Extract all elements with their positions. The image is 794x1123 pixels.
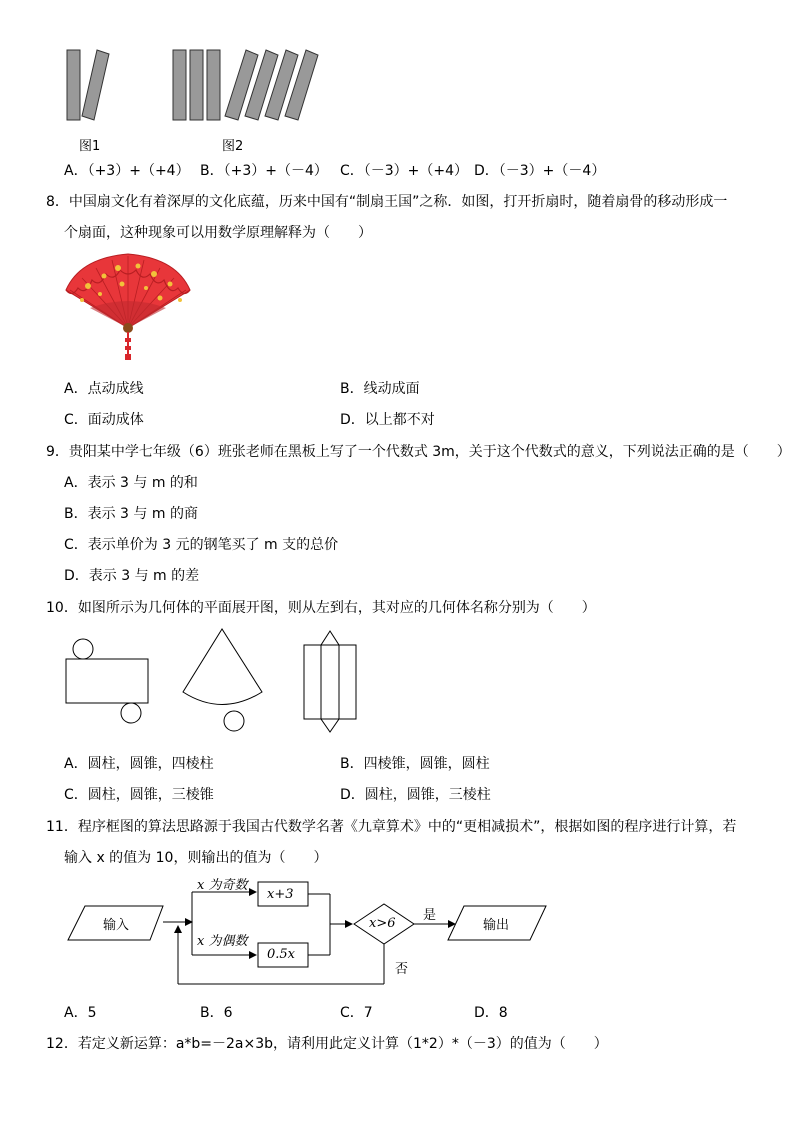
flow-no-label: 否 xyxy=(395,962,409,977)
q7-option-d: D．（－3）+（－4） xyxy=(474,163,606,179)
q10-option-d: D．圆柱，圆锥，三棱柱 xyxy=(340,787,491,803)
folding-fan-image xyxy=(60,250,200,365)
q11-stem-line2: 输入 x 的值为 10，则输出的值为（ ） xyxy=(64,850,328,866)
flow-input-text: 输入 xyxy=(103,918,130,933)
cylinder-top-circle xyxy=(73,639,93,659)
flow-even-label: x 为偶数 xyxy=(197,934,248,949)
stick-vertical xyxy=(190,50,203,120)
q11-option-a: A．5 xyxy=(64,1005,97,1021)
q8-option-a: A．点动成线 xyxy=(64,381,144,397)
q7-sticks-figure xyxy=(0,0,794,160)
cone-base-circle xyxy=(224,711,244,731)
q11-option-b: B．6 xyxy=(200,1005,233,1021)
q9-option-d: D．表示 3 与 m 的差 xyxy=(64,568,200,584)
q8-stem-line2: 个扇面，这种现象可以用数学原理解释为（ ） xyxy=(64,225,372,241)
q11-option-d: D．8 xyxy=(474,1005,508,1021)
q7-option-c: C．（－3）+（+4） xyxy=(340,163,469,179)
q11-stem-line1: 11．程序框图的算法思路源于我国古代数学名著《九章算术》中的“更相减损术”，根据如图的程序进行计算，若 xyxy=(46,819,737,835)
flow-odd-label: x 为奇数 xyxy=(197,878,248,893)
flow-yes-label: 是 xyxy=(423,908,437,923)
unfolded-nets-figure xyxy=(0,625,794,735)
fig1-label: 图1 xyxy=(79,139,101,154)
q11-option-c: C．7 xyxy=(340,1005,373,1021)
q8-option-d: D．以上都不对 xyxy=(340,412,435,428)
cylinder-side-rect xyxy=(66,659,148,703)
stick-vertical xyxy=(67,50,80,120)
stick-vertical xyxy=(207,50,220,120)
q9-option-b: B．表示 3 与 m 的商 xyxy=(64,506,198,522)
q7-option-a: A．（+3）+（+4） xyxy=(64,163,190,179)
cylinder-bottom-circle xyxy=(121,703,141,723)
stick-slanted xyxy=(82,50,109,120)
q10-option-c: C．圆柱，圆锥，三棱锥 xyxy=(64,787,214,803)
fig2-label: 图2 xyxy=(222,139,244,154)
q7-option-b: B．（+3）+（－4） xyxy=(200,163,328,179)
q8-stem-line1: 8．中国扇文化有着深厚的文化底蕴，历来中国有“制扇王国”之称．如图，打开折扇时，随着扇骨的移动形成一 xyxy=(46,194,728,210)
flow-output-text: 输出 xyxy=(483,918,510,933)
prism-top-triangle xyxy=(321,631,339,645)
prism-bottom-triangle xyxy=(321,719,339,732)
q8-option-b: B．线动成面 xyxy=(340,381,420,397)
q9-stem: 9．贵阳某中学七年级（6）班张老师在黑板上写了一个代数式 3m，关于这个代数式的意义，下列说法正确的是（ ） xyxy=(46,444,791,460)
q9-option-a: A．表示 3 与 m 的和 xyxy=(64,475,198,491)
q10-option-b: B．四棱锥，圆锥，圆柱 xyxy=(340,756,490,772)
flow-even-op: 0.5x xyxy=(267,947,296,962)
flow-condition: x>6 xyxy=(369,916,396,931)
flow-odd-op: x+3 xyxy=(267,887,294,902)
prism-side-rect xyxy=(304,645,356,719)
q12-stem: 12．若定义新运算：a*b=－2a×3b，请利用此定义计算（1*2）*（－3）的值为（ ） xyxy=(46,1036,608,1052)
q10-option-a: A．圆柱，圆锥，四棱柱 xyxy=(64,756,214,772)
q9-option-c: C．表示单价为 3 元的钢笔买了 m 支的总价 xyxy=(64,537,339,553)
q8-option-c: C．面动成体 xyxy=(64,412,144,428)
q10-stem: 10．如图所示为几何体的平面展开图，则从左到右，其对应的几何体名称分别为（ ） xyxy=(46,600,596,616)
stick-vertical xyxy=(173,50,186,120)
cone-sector xyxy=(183,629,262,705)
